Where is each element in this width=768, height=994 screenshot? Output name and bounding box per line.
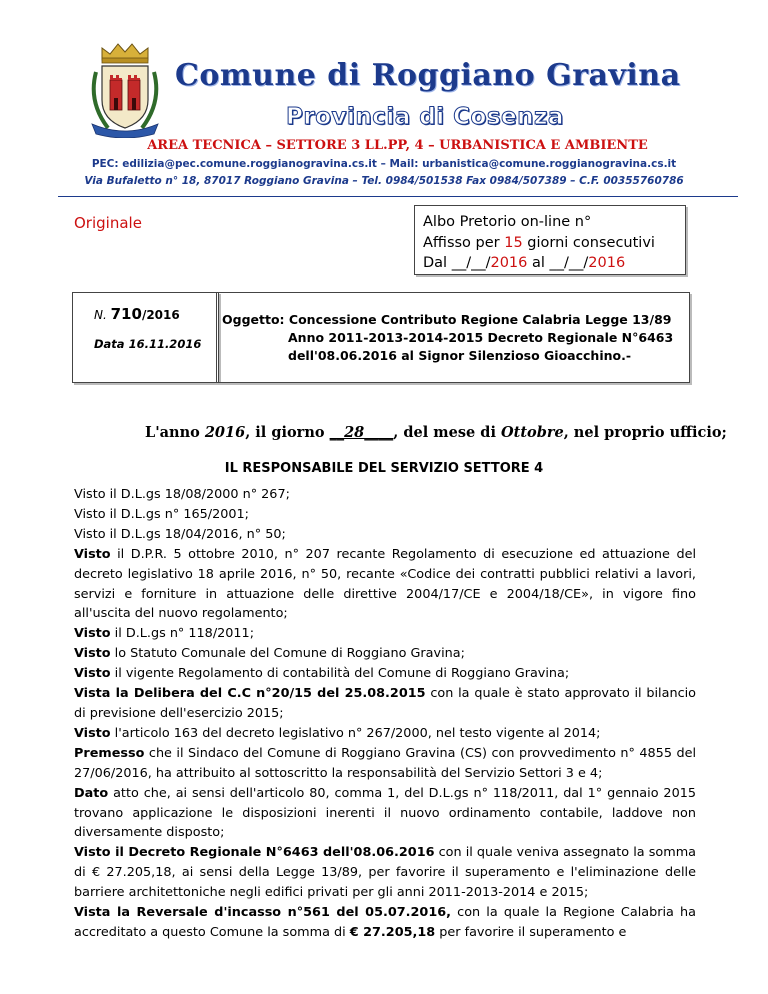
originale-label: Originale bbox=[74, 214, 142, 232]
paragraph: Visto il D.L.gs 18/04/2016, n° 50; bbox=[74, 526, 286, 542]
determina-number: N. 710/2016 bbox=[94, 305, 180, 323]
pec-email-link[interactable]: edilizia@pec.comune.roggianogravina.cs.it bbox=[122, 158, 377, 170]
albo-line-1: Albo Pretorio on-line n° bbox=[423, 214, 592, 230]
paragraph: Premesso che il Sindaco del Comune di Roggiano Gravina (CS) con provvedimento n° 4855 del 27/06/2016, ha attribuito al sottoscritto la responsabilità del Servizio Settori 3 e 4; bbox=[74, 745, 696, 781]
preamble-line: L'anno 2016, il giorno __28____, del mese di Ottobre, nel proprio ufficio; bbox=[145, 424, 727, 441]
paragraph: Visto l'articolo 163 del decreto legislativo n° 267/2000, nel testo vigente al 2014; bbox=[74, 725, 601, 741]
albo-line-3: Dal __/__/2016 al __/__/2016 bbox=[423, 255, 626, 271]
oggetto-text: Oggetto: Concessione Contributo Regione Calabria Legge 13/89 Anno 2011-2013-2014-2015 Decreto Regionale N°6463 dell'08.06.2016 al Signor Silenzioso Gioacchino.- bbox=[222, 312, 674, 363]
paragraph: Vista la Delibera del C.C n°20/15 del 25.08.2015 con la quale è stato approvato il bilancio di previsione dell'esercizio 2015; bbox=[74, 686, 696, 721]
paragraph: Visto il D.P.R. 5 ottobre 2010, n° 207 recante Regolamento di esecuzione ed attuazione del decreto legislativo 18 aprile 2016, n° 50, recante «Codice dei contratti pubblici relativi a lavori, servizi e forniture in attuazione delle direttive 2004/17/CE e 2004/18/CE», in vigore fino all'uscita del nuovo regolamento; bbox=[74, 546, 696, 622]
albo-line-2: Affisso per 15 giorni consecutivi bbox=[423, 234, 655, 251]
pec-label: PEC: bbox=[91, 158, 119, 170]
address-line: Via Bufaletto n° 18, 87017 Roggiano Gravina – Tel. 0984/501538 Fax 0984/507389 – C.F. 00355760786 bbox=[84, 175, 684, 187]
technical-area-heading: AREA TECNICA – SETTORE 3 LL.PP, 4 – URBANISTICA E AMBIENTE bbox=[147, 138, 648, 153]
paragraph: Visto il Decreto Regionale N°6463 dell'08.06.2016 con il quale veniva assegnato la somma di € 27.205,18, ai sensi della Legge 13/89, per favorire il superamento e l'eliminazione delle barriere architettoniche negli edifici privati per gli anni 2011-2013-2014 e 2015; bbox=[74, 845, 697, 901]
determina-date: Data 16.11.2016 bbox=[94, 337, 202, 351]
mail-label: – Mail: bbox=[376, 158, 419, 170]
paragraph: Visto il D.L.gs 18/08/2000 n° 267; bbox=[74, 487, 290, 502]
paragraph: Visto il D.L.gs n° 118/2011; bbox=[74, 626, 255, 642]
contact-line bbox=[40, 158, 728, 170]
paragraph: Visto il D.L.gs n° 165/2001; bbox=[74, 506, 249, 522]
albo-pretorio-box bbox=[414, 205, 686, 275]
oggetto-label: Oggetto: bbox=[222, 312, 285, 327]
mail-email-link[interactable]: urbanistica@comune.roggianogravina.cs.it bbox=[422, 158, 677, 170]
paragraph: Dato atto che, ai sensi dell'articolo 80, comma 1, del D.L.gs n° 118/2011, dal 1° gennaio 2015 trovano applicazione le disposizioni inerenti il nuovo ordinamento contabile, laddove non diversamente disposto; bbox=[74, 785, 696, 841]
municipal-crest-icon bbox=[88, 42, 162, 138]
municipality-title: Comune di Roggiano Gravina bbox=[175, 58, 681, 93]
paragraph: Visto lo Statuto Comunale del Comune di Roggiano Gravina; bbox=[74, 646, 465, 662]
responsabile-heading: IL RESPONSABILE DEL SERVIZIO SETTORE 4 bbox=[224, 461, 544, 476]
document-body bbox=[74, 485, 696, 943]
header-divider bbox=[58, 196, 738, 197]
paragraph: Vista la Reversale d'incasso n°561 del 05.07.2016, con la quale la Regione Calabria ha accreditato a questo Comune la somma di € 27.205,18 per favorire il superamento e bbox=[74, 905, 696, 940]
paragraph: Visto il vigente Regolamento di contabilità del Comune di Roggiano Gravina; bbox=[74, 666, 570, 682]
province-title: Provincia di Cosenza bbox=[286, 104, 564, 130]
